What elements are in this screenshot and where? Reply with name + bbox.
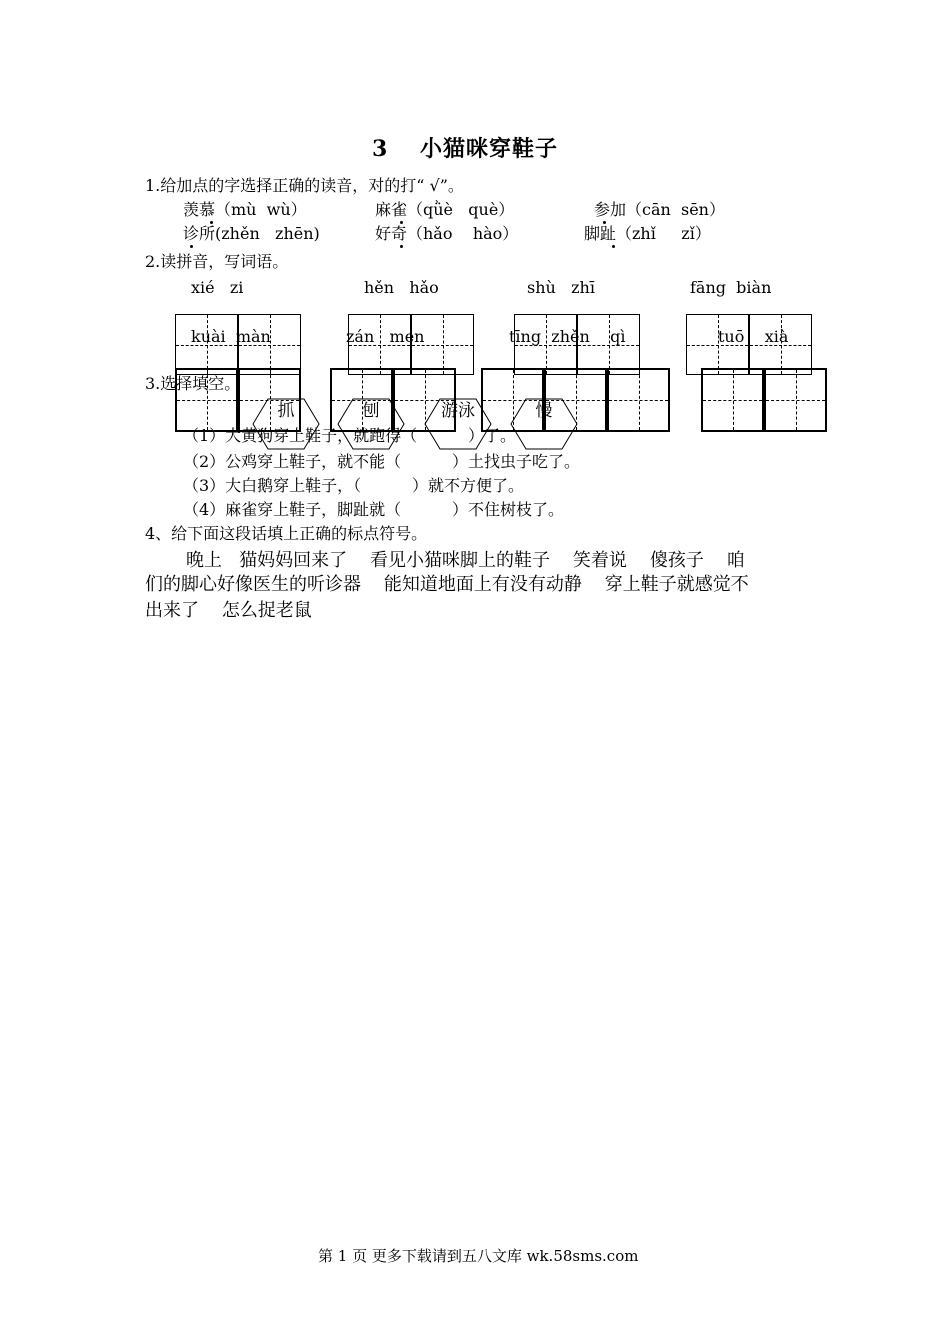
emphasis-dot bbox=[210, 221, 213, 224]
option-hexagon bbox=[510, 398, 578, 450]
writing-box[interactable] bbox=[607, 368, 670, 432]
option-label: 刨 bbox=[362, 401, 380, 421]
q1-item: 麻雀（qǜè què） bbox=[375, 200, 515, 219]
q4-paragraph-line: 晚上 猫妈妈回来了 看见小猫咪脚上的鞋子 笑着说 傻孩子 咱 bbox=[186, 550, 745, 571]
page-footer: 第 1 页 更多下载请到五八文库 wk.58sms.com bbox=[318, 1247, 639, 1265]
option-label: 抓 bbox=[277, 401, 295, 421]
pinyin-label: shù zhī bbox=[527, 278, 595, 297]
q3-item: （1）大黄狗穿上鞋子，就跑得（ ）了。 bbox=[183, 426, 517, 445]
q1-item: 羡慕（mù wù） bbox=[183, 200, 307, 219]
pinyin-label: kuài màn bbox=[191, 327, 271, 346]
q1-heading: 1.给加点的字选择正确的读音，对的打“ √”。 bbox=[145, 176, 464, 195]
emphasis-dot bbox=[190, 245, 193, 248]
q1-item: 脚趾（zhǐ zǐ） bbox=[584, 224, 711, 243]
q3-item: （3）大白鹅穿上鞋子，（ ）就不方便了。 bbox=[183, 476, 525, 495]
pinyin-label: tuō xià bbox=[718, 327, 789, 346]
pinyin-label: xié zi bbox=[191, 278, 244, 297]
writing-box[interactable] bbox=[764, 368, 827, 432]
q1-item: 诊所(zhěn zhēn) bbox=[183, 224, 320, 243]
page-title: 3 小猫咪穿鞋子 bbox=[372, 136, 558, 162]
q1-item: 好奇（hǎo hào） bbox=[375, 224, 519, 243]
emphasis-dot bbox=[603, 221, 606, 224]
emphasis-dot bbox=[400, 245, 403, 248]
q1-item: 参加（cān sēn） bbox=[594, 200, 725, 219]
emphasis-dot bbox=[400, 221, 403, 224]
pinyin-label: hěn hǎo bbox=[364, 278, 439, 297]
emphasis-dot bbox=[612, 245, 615, 248]
q3-heading: 3.选择填空。 bbox=[145, 374, 241, 393]
pinyin-label: zán men bbox=[346, 327, 425, 346]
q2-heading: 2.读拼音，写词语。 bbox=[145, 252, 289, 271]
option-label: 游泳 bbox=[441, 401, 475, 421]
q4-paragraph-line: 出来了 怎么捉老鼠 bbox=[145, 600, 312, 621]
option-label: 慢 bbox=[535, 401, 553, 421]
q4-heading: 4、给下面这段话填上正确的标点符号。 bbox=[145, 524, 428, 543]
q4-paragraph-line: 们的脚心好像医生的听诊器 能知道地面上有没有动静 穿上鞋子就感觉不 bbox=[145, 574, 749, 595]
q3-item: （4）麻雀穿上鞋子，脚趾就（ ）不住树枝了。 bbox=[183, 500, 565, 519]
writing-box[interactable] bbox=[701, 368, 764, 432]
pinyin-label: tīng zhěn qì bbox=[509, 327, 626, 346]
q3-item: （2）公鸡穿上鞋子，就不能（ ）土找虫子吃了。 bbox=[183, 452, 581, 471]
pinyin-label: fāng biàn bbox=[690, 278, 772, 297]
